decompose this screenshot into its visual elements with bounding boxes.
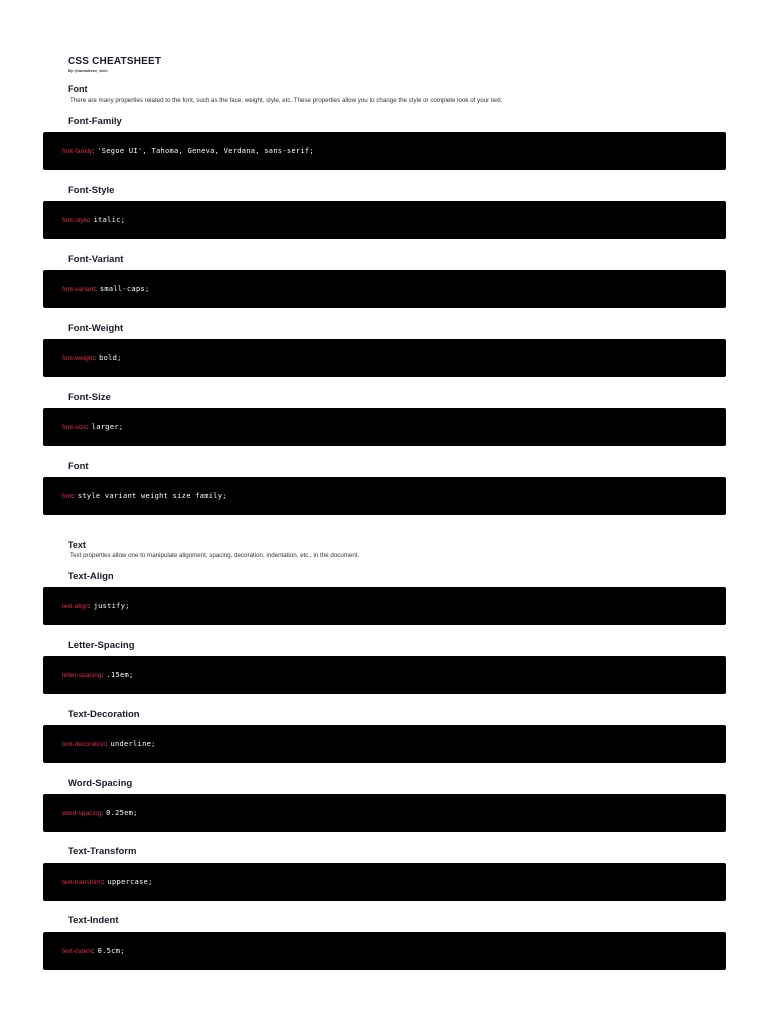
code-block bbox=[43, 270, 726, 308]
section-description-font: There are many properties related to the font, such as the face, weight, style, etc. These properties allow you to change the style or complete look of your text. bbox=[70, 97, 503, 104]
code-line: font-variant: small-caps; bbox=[62, 285, 150, 293]
property-heading: Text-Indent bbox=[68, 915, 119, 926]
byline: By @websiteee_tech bbox=[68, 68, 108, 73]
code-block bbox=[43, 656, 726, 694]
code-property: text-decoration bbox=[62, 741, 106, 748]
code-value: 0.25em; bbox=[106, 809, 138, 817]
code-block bbox=[43, 408, 726, 446]
code-block bbox=[43, 587, 726, 625]
code-block bbox=[43, 794, 726, 832]
code-property: text-transform bbox=[62, 879, 103, 886]
code-value: uppercase; bbox=[107, 878, 153, 886]
code-line: text-align: justify; bbox=[62, 602, 130, 610]
property-heading: Font-Size bbox=[68, 392, 111, 403]
code-property: font bbox=[62, 493, 73, 500]
property-heading: Text-Decoration bbox=[68, 709, 140, 720]
property-heading: Font-Weight bbox=[68, 323, 124, 334]
property-heading: Letter-Spacing bbox=[68, 640, 135, 651]
code-block bbox=[43, 725, 726, 763]
code-line: font-weight: bold; bbox=[62, 354, 122, 362]
property-heading: Font bbox=[68, 461, 89, 472]
code-value: .15em; bbox=[106, 671, 134, 679]
code-property: font-size bbox=[62, 424, 87, 431]
code-line: font-size: larger; bbox=[62, 423, 124, 431]
code-block bbox=[43, 932, 726, 970]
code-value: 0.5cm; bbox=[97, 947, 125, 955]
code-property: font-style bbox=[62, 217, 89, 224]
code-property: letter-spacing bbox=[62, 672, 102, 679]
property-heading: Font-Family bbox=[68, 116, 122, 127]
code-property: text-indent bbox=[62, 948, 93, 955]
code-block bbox=[43, 201, 726, 239]
code-line: letter-spacing: .15em; bbox=[62, 671, 134, 679]
property-heading: Font-Variant bbox=[68, 254, 124, 265]
code-block bbox=[43, 132, 726, 170]
code-value: italic; bbox=[93, 216, 126, 224]
property-heading: Text-Transform bbox=[68, 846, 137, 857]
section-description-text: Text properties allow one to manipulate alignment, spacing, decoration, indentation, etc., in the document. bbox=[70, 552, 360, 559]
code-property: font-variant bbox=[62, 286, 95, 293]
section-title-font: Font bbox=[68, 84, 88, 94]
code-property: word-spacing bbox=[62, 810, 102, 817]
code-line: word-spacing: 0.25em; bbox=[62, 809, 138, 817]
code-block bbox=[43, 477, 726, 515]
section-title-text: Text bbox=[68, 540, 86, 550]
code-value: small-caps; bbox=[99, 285, 150, 293]
code-line: text-transform: uppercase; bbox=[62, 878, 153, 886]
property-heading: Word-Spacing bbox=[68, 778, 133, 789]
code-line: text-decoration: underline; bbox=[62, 740, 156, 748]
code-value: underline; bbox=[110, 740, 156, 748]
page-title: CSS CHEATSHEET bbox=[68, 56, 162, 67]
code-property: font-weight bbox=[62, 355, 95, 362]
code-value: style variant weight size family; bbox=[77, 492, 227, 500]
code-value: justify; bbox=[93, 602, 130, 610]
property-heading: Text-Align bbox=[68, 571, 114, 582]
code-line: font-family: 'Segoe UI', Tahoma, Geneva, Verdana, sans-serif; bbox=[62, 147, 314, 155]
code-value: bold; bbox=[99, 354, 122, 362]
code-property: text-align bbox=[62, 603, 89, 610]
code-line: font-style: italic; bbox=[62, 216, 126, 224]
code-line: font: style variant weight size family; bbox=[62, 492, 227, 500]
code-line: text-indent: 0.5cm; bbox=[62, 947, 125, 955]
property-heading: Font-Style bbox=[68, 185, 115, 196]
code-value: 'Segoe UI', Tahoma, Geneva, Verdana, sans-serif; bbox=[97, 147, 314, 155]
code-block bbox=[43, 339, 726, 377]
code-block bbox=[43, 863, 726, 901]
code-value: larger; bbox=[91, 423, 124, 431]
code-property: font-family bbox=[62, 148, 93, 155]
